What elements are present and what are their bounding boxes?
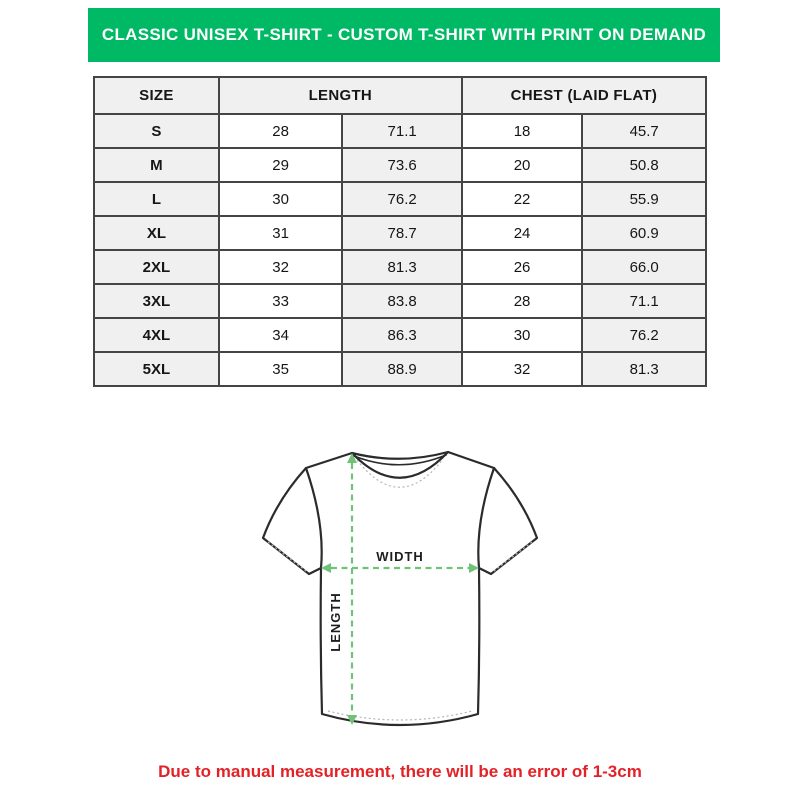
- size-table: [93, 76, 707, 387]
- cell-length-cm: 76.2: [342, 182, 461, 216]
- cell-chest-cm: 60.9: [582, 216, 706, 250]
- cell-length-in: 35: [219, 352, 343, 386]
- cell-length-cm: 73.6: [342, 148, 461, 182]
- cell-length-cm: 71.1: [342, 114, 461, 148]
- cell-chest-cm: 76.2: [582, 318, 706, 352]
- cell-chest-cm: 50.8: [582, 148, 706, 182]
- cell-chest-in: 18: [462, 114, 583, 148]
- cell-chest-cm: 45.7: [582, 114, 706, 148]
- column-header-size: SIZE: [94, 77, 219, 114]
- table-row: [94, 284, 706, 318]
- cell-length-in: 30: [219, 182, 343, 216]
- cell-length-in: 32: [219, 250, 343, 284]
- length-label: LENGTH: [328, 592, 343, 652]
- cell-length-in: 31: [219, 216, 343, 250]
- table-row: [94, 182, 706, 216]
- cell-chest-cm: 81.3: [582, 352, 706, 386]
- table-row: [94, 114, 706, 148]
- table-row: [94, 250, 706, 284]
- cell-chest-in: 24: [462, 216, 583, 250]
- cell-length-in: 34: [219, 318, 343, 352]
- cell-chest-in: 32: [462, 352, 583, 386]
- cell-size: 4XL: [94, 318, 219, 352]
- cell-chest-in: 20: [462, 148, 583, 182]
- cell-length-cm: 88.9: [342, 352, 461, 386]
- cell-size: 5XL: [94, 352, 219, 386]
- cell-size: 3XL: [94, 284, 219, 318]
- cell-size: 2XL: [94, 250, 219, 284]
- table-row: [94, 318, 706, 352]
- cell-length-cm: 81.3: [342, 250, 461, 284]
- measurement-error-note: Due to manual measurement, there will be an error of 1-3cm: [158, 762, 642, 781]
- tshirt-outline-drawing: [263, 452, 537, 725]
- cell-chest-in: 28: [462, 284, 583, 318]
- cell-length-cm: 86.3: [342, 318, 461, 352]
- cell-length-in: 29: [219, 148, 343, 182]
- cell-size: XL: [94, 216, 219, 250]
- cell-length-in: 33: [219, 284, 343, 318]
- cell-chest-cm: 55.9: [582, 182, 706, 216]
- cell-size: M: [94, 148, 219, 182]
- cell-length-cm: 83.8: [342, 284, 461, 318]
- cell-length-cm: 78.7: [342, 216, 461, 250]
- cell-size: S: [94, 114, 219, 148]
- cell-length-in: 28: [219, 114, 343, 148]
- page-title: CLASSIC UNISEX T-SHIRT - CUSTOM T-SHIRT WITH PRINT ON DEMAND: [101, 25, 707, 44]
- cell-chest-in: 22: [462, 182, 583, 216]
- table-row: [94, 148, 706, 182]
- tshirt-measurement-diagram: [250, 425, 550, 745]
- cell-chest-in: 30: [462, 318, 583, 352]
- table-row: [94, 352, 706, 386]
- cell-chest-cm: 66.0: [582, 250, 706, 284]
- cell-chest-in: 26: [462, 250, 583, 284]
- cell-size: L: [94, 182, 219, 216]
- cell-chest-cm: 71.1: [582, 284, 706, 318]
- title-banner: [88, 8, 720, 62]
- column-header-length: LENGTH: [219, 77, 462, 114]
- table-header-row: [94, 77, 706, 114]
- table-row: [94, 216, 706, 250]
- width-label: WIDTH: [376, 549, 424, 564]
- column-header-chest: CHEST (LAID FLAT): [462, 77, 706, 114]
